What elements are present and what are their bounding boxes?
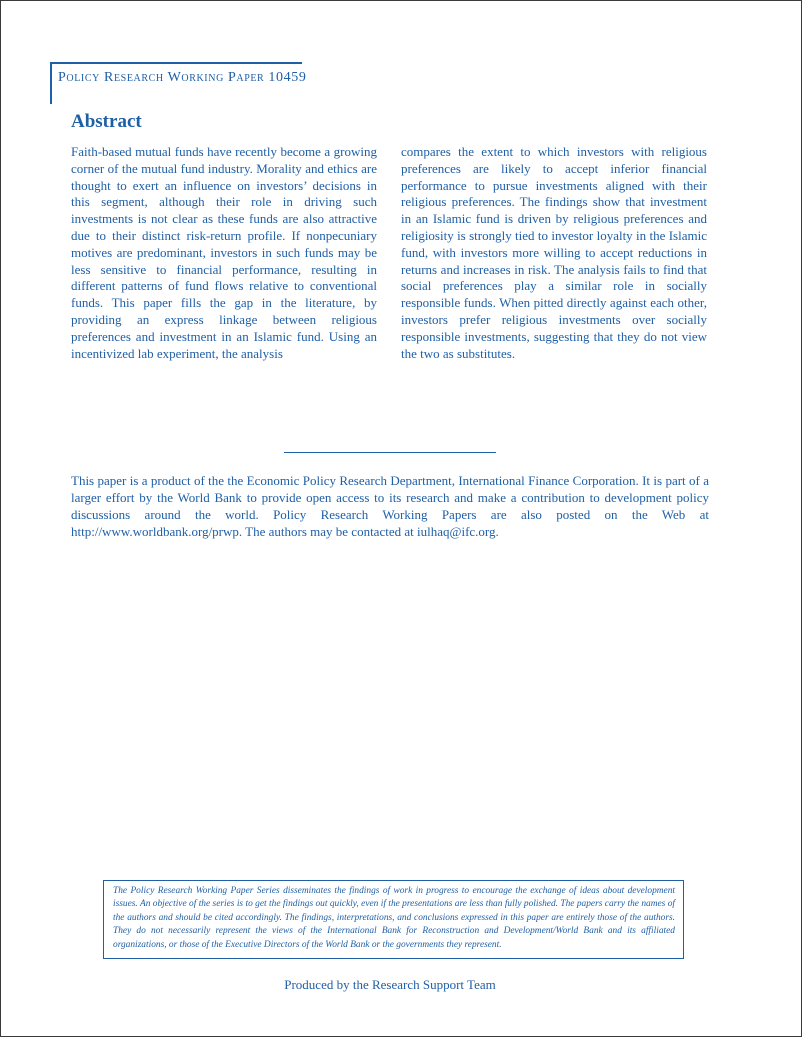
produced-by-credit: Produced by the Research Support Team [284,977,496,992]
abstract-left-column: Faith-based mutual funds have recently become a growing corner of the mutual fund industry. Morality and ethics are thought to exert an influence on investors’ decisions in this segment, although their role in driving such investments is not clear as these funds are also attractive due to their distinct risk-return profile. If nonpecuniary motives are predominant, investors in such funds may be less sensitive to financial performance, resulting in different patterns of fund flows relative to conventional funds. This paper fills the gap in the literature, by providing an express linkage between religious preferences and investment in an Islamic fund. Using an incentivized lab experiment, the analysis [71,144,377,361]
paper-info-paragraph: This paper is a product of the the Economic Policy Research Department, International Finance Corporation. It is part of a larger effort by the World Bank to provide open access to its research and make a contribution to development policy discussions around the world. Policy Research Working Papers are also posted on the Web at http://www.worldbank.org/prwp. The authors may be contacted at iulhaq@ifc.org. [71,473,709,539]
series-header [50,62,307,102]
abstract-heading: Abstract [71,111,142,132]
section-divider [284,452,496,453]
header-left-rule [50,62,52,104]
series-disclaimer: The Policy Research Working Paper Series disseminates the findings of work in progress to encourage the exchange of ideas about development issues. An objective of the series is to get the findings out quickly, even if the presentations are less than fully polished. The papers carry the names of the authors and should be cited accordingly. The findings, interpretations, and conclusions expressed in this paper are entirely those of the authors. They do not necessarily represent the views of the International Bank for Reconstruction and Development/World Bank and its affiliated organizations, or those of the Executive Directors of the World Bank or the governments they represent. [103,880,684,959]
abstract-right-column: compares the extent to which investors with religious preferences are likely to accept inferior financial performance to pursue investments aligned with their religious preferences. The findings show that investment in an Islamic fund is driven by religious preferences and religiosity is strongly tied to investor loyalty in the Islamic fund, with investors more willing to accept reductions in returns and increases in risk. The analysis fails to find that social preferences play a similar role in socially responsible funds. When pitted directly against each other, investors prefer religious investments over socially responsible investments, suggesting that they do not view the two as substitutes. [401,144,707,361]
series-label: Policy Research Working Paper 10459 [58,70,307,85]
header-top-rule [50,62,302,64]
